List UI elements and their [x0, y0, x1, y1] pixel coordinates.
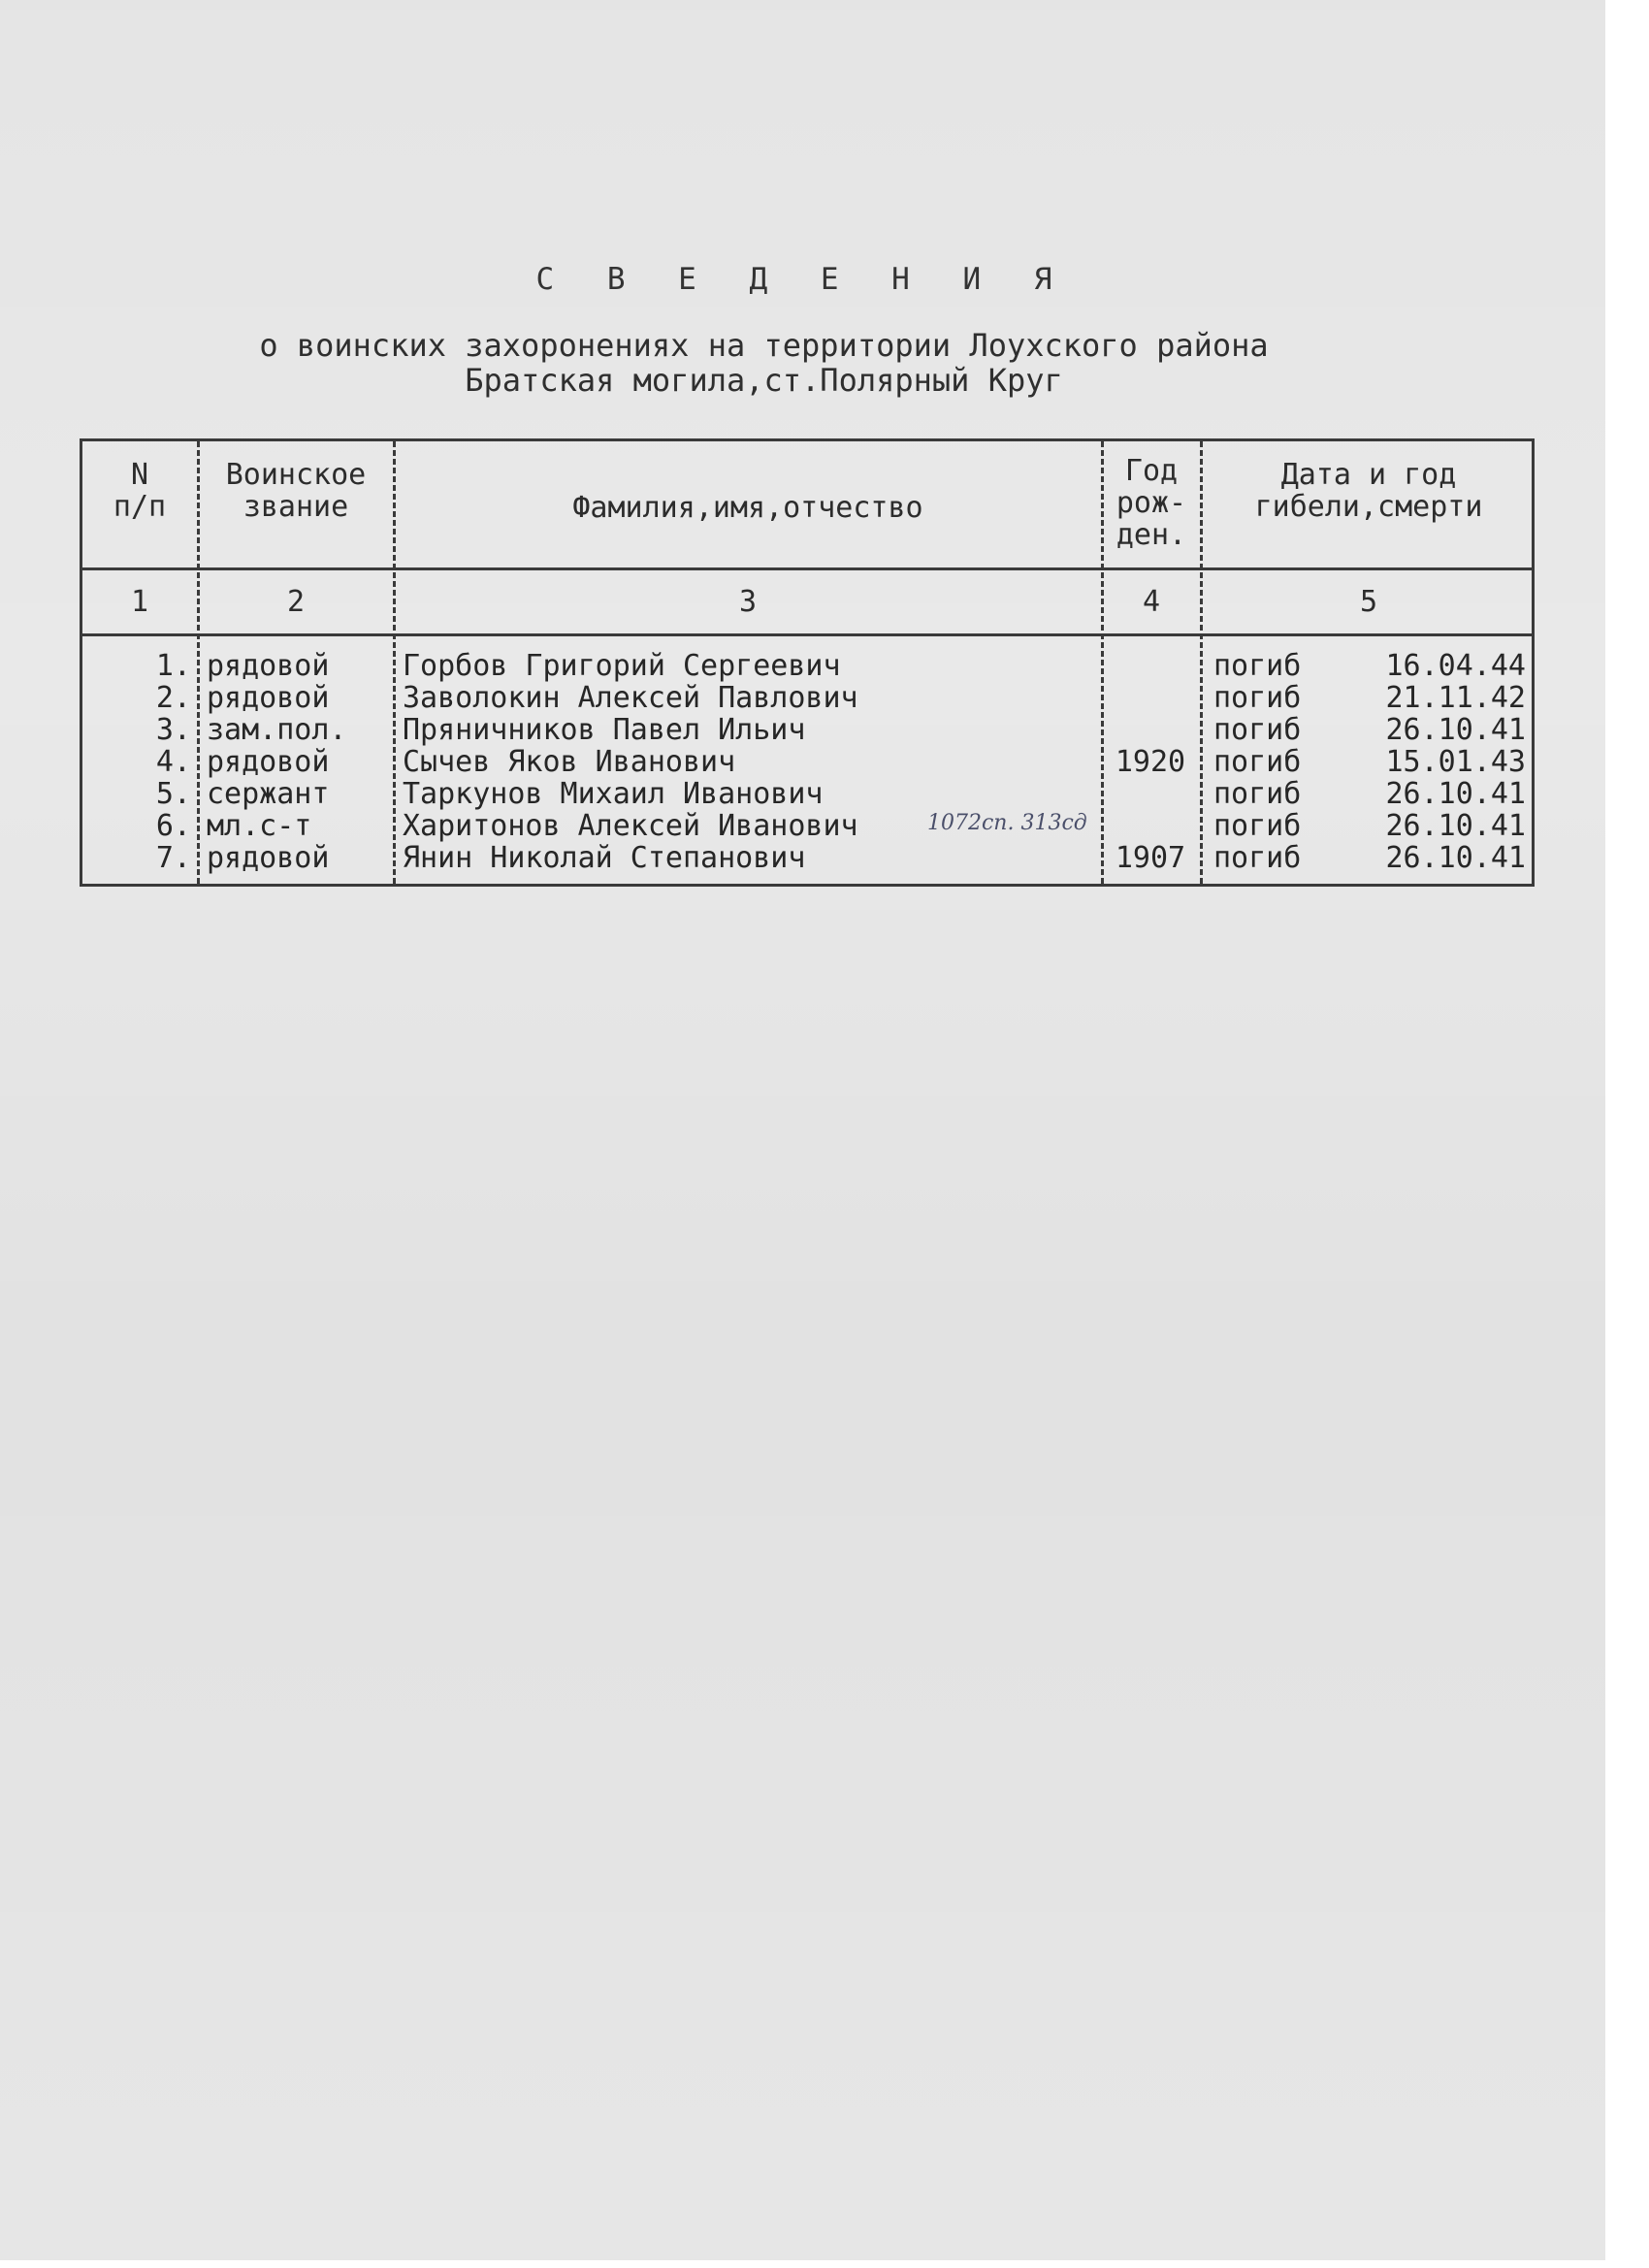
header-number-line2: п/п: [113, 490, 167, 524]
row-fullname: Горбов Григорий Сергеевич: [403, 649, 841, 683]
row-fullname: Янин Николай Степанович: [403, 841, 806, 875]
header-death-date-line1: Дата и год: [1280, 458, 1457, 492]
column-number-1: 1: [130, 585, 149, 619]
table-header-divider: [82, 567, 1532, 570]
row-fullname: Сычев Яков Иванович: [403, 745, 736, 779]
header-birth-year-line3: ден.: [1116, 518, 1187, 552]
document-subtitle-line2: Братская могила,ст.Полярный Круг: [465, 362, 1063, 399]
row-death-date: 16.04.44: [1385, 649, 1526, 683]
row-fullname: Харитонов Алексей Иванович: [403, 809, 858, 843]
table-row: [82, 650, 1537, 682]
column-number-3: 3: [738, 585, 758, 619]
table-row: [82, 714, 1537, 746]
row-birth-year: 1907: [1115, 841, 1186, 875]
column-number-2: 2: [286, 585, 306, 619]
row-status: погиб: [1213, 777, 1302, 811]
table-row: [82, 682, 1537, 714]
row-birth-year: 1920: [1115, 745, 1186, 779]
row-rank: мл.с-т: [207, 809, 312, 843]
header-number: [82, 459, 197, 523]
row-index: 1.: [155, 649, 191, 683]
row-status: погиб: [1213, 649, 1302, 683]
row-fullname: Пряничников Павел Ильич: [403, 713, 806, 747]
row-index: 5.: [155, 777, 191, 811]
row-death-date: 26.10.41: [1385, 841, 1526, 875]
document-subtitle-line1: о воинских захоронениях на территории Лоухского района: [259, 327, 1269, 364]
row-index: 6.: [155, 809, 191, 843]
row-index: 3.: [155, 713, 191, 747]
row-status: погиб: [1213, 841, 1302, 875]
header-rank-line1: Воинское: [225, 458, 367, 492]
table-row: [82, 842, 1537, 874]
row-death-date: 26.10.41: [1385, 777, 1526, 811]
header-death-date-line2: гибели,смерти: [1254, 490, 1483, 524]
burial-table: [80, 438, 1535, 887]
header-fullname: Фамилия,имя,отчество: [572, 491, 923, 525]
row-status: погиб: [1213, 713, 1302, 747]
table-row: [82, 746, 1537, 778]
document-heading: С В Е Д Е Н И Я: [535, 262, 1070, 297]
row-rank: рядовой: [207, 745, 330, 779]
row-death-date: 26.10.41: [1385, 713, 1526, 747]
row-death-date: 15.01.43: [1385, 745, 1526, 779]
row-index: 7.: [155, 841, 191, 875]
row-status: погиб: [1213, 681, 1302, 715]
header-rank: [201, 459, 391, 523]
row-rank: рядовой: [207, 681, 330, 715]
table-row: [82, 778, 1537, 810]
table-numbers-divider: [82, 633, 1532, 636]
row-index: 4.: [155, 745, 191, 779]
table-row: [82, 810, 1537, 842]
row-death-date: 21.11.42: [1385, 681, 1526, 715]
row-index: 2.: [155, 681, 191, 715]
row-status: погиб: [1213, 809, 1302, 843]
row-status: погиб: [1213, 745, 1302, 779]
row-rank: рядовой: [207, 841, 330, 875]
header-birth-year-line2: рож-: [1116, 486, 1187, 520]
column-number-4: 4: [1142, 585, 1161, 619]
header-birth-year-line1: Год: [1124, 454, 1179, 488]
header-death-date: [1204, 459, 1534, 523]
row-fullname: Заволокин Алексей Павлович: [403, 681, 858, 715]
column-number-5: 5: [1359, 585, 1378, 619]
row-rank: сержант: [207, 777, 330, 811]
header-birth-year: [1105, 455, 1198, 551]
row-rank: зам.пол.: [207, 713, 347, 747]
handwritten-note: 1072сп. 313сд: [927, 811, 1087, 835]
header-rank-line2: звание: [242, 490, 349, 524]
row-fullname: Таркунов Михаил Иванович: [403, 777, 824, 811]
row-death-date: 26.10.41: [1385, 809, 1526, 843]
row-rank: рядовой: [207, 649, 330, 683]
header-number-line1: N: [130, 458, 149, 492]
